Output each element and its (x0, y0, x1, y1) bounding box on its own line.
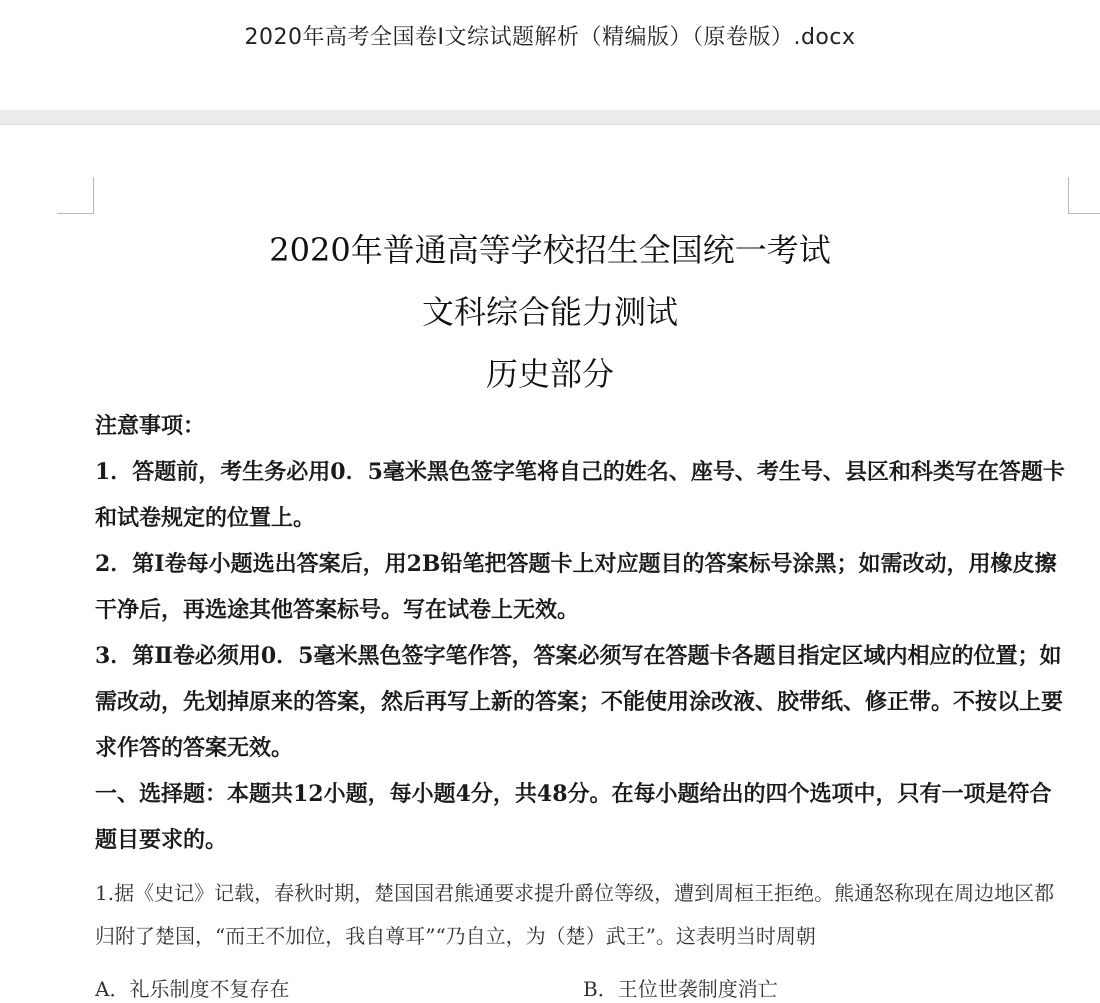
exam-heading: 2020年普通高等学校招生全国统一考试 (269, 231, 831, 269)
section-heading: 历史部分 (485, 355, 614, 393)
subject-heading: 文科综合能力测试 (421, 293, 678, 331)
section-intro: 一、选择题：本题共12小题，每小题4分，共48分。在每小题给出的四个选项中，只有一项是符合题目要求的。 (95, 781, 1052, 853)
notes-title: 注意事项： (95, 413, 206, 439)
document-title: 2020年高考全国卷Ⅰ文综试题解析（精编版）（原卷版）.docx (244, 25, 856, 50)
question-1-options (95, 973, 1070, 1003)
option-a: A．礼乐制度不复存在 (95, 977, 290, 1001)
note-item: 2．第Ⅰ卷每小题选出答案后，用2B铅笔把答题卡上对应题目的答案标号涂黑；如需改动，用橡皮擦干净后，再选途其他答案标号。写在试卷上无效。 (95, 551, 1057, 623)
document-page[interactable] (0, 125, 1100, 1001)
note-item: 3．第Ⅱ卷必须用0．5毫米黑色签字笔作答，答案必须写在答题卡各题目指定区域内相应的位置；如需改动，先划掉原来的答案，然后再写上新的答案；不能使用涂改液、胶带纸、修正带。不按以上要求作答的答案无效。 (95, 643, 1064, 761)
margin-corner-top-right (1068, 177, 1100, 214)
page-gap (0, 110, 1100, 125)
notes-block (95, 403, 1070, 863)
window-titlebar (0, 0, 1100, 110)
question-1-text: 1.据《史记》记载，春秋时期，楚国国君熊通要求提升爵位等级，遭到周桓王拒绝。熊通怒称现在周边地区都归附了楚国，“而王不加位，我自尊耳”“乃自立，为（楚）武王”。这表明当时周朝 (95, 881, 1055, 948)
question-1 (95, 872, 1070, 958)
margin-corner-top-left (57, 177, 94, 214)
note-item: 1．答题前，考生务必用0．5毫米黑色签字笔将自己的姓名、座号、考生号、县区和科类写在答题卡和试卷规定的位置上。 (95, 459, 1065, 531)
option-b: B．王位世袭制度消亡 (583, 977, 778, 1001)
